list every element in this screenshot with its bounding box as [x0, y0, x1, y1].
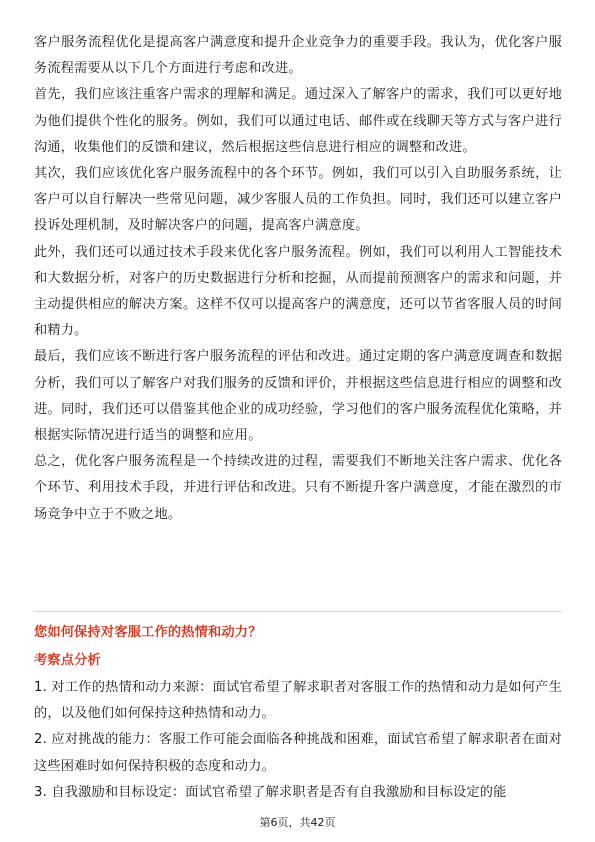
question-heading: 您如何保持对客服工作的热情和动力？ [34, 625, 262, 640]
interview-question-section [34, 622, 562, 806]
list-item: 2. 应对挑战的能力：客服工作可能会面临各种挑战和困难，面试官希望了解求职者在面对这些困难时如何保持积极的态度和动力。 [34, 732, 562, 774]
paragraph-second: 其次，我们应该优化客户服务流程中的各个环节。例如，我们可以引入自助服务系统，让客户可以自行解决一些常见问题，减少客服人员的工作负担。同时，我们还可以建立客户投诉处理机制，及时解决客户的问题，提高客户满意度。 [34, 166, 562, 234]
paragraph-first: 首先，我们应该注重客户需求的理解和满足。通过深入了解客户的需求，我们可以更好地为他们提供个性化的服务。例如，我们可以通过电话、邮件或在线聊天等方式与客户进行沟通，收集他们的反馈和建议，然后根据这些信息进行相应的调整和改进。 [34, 87, 562, 155]
analysis-list [34, 675, 562, 806]
list-item: 1. 对工作的热情和动力来源：面试官希望了解求职者对客服工作的热情和动力是如何产生的，以及他们如何保持这种热情和动力。 [34, 680, 562, 722]
paragraph-additionally: 此外，我们还可以通过技术手段来优化客户服务流程。例如，我们可以利用人工智能技术和大数据分析，对客户的历史数据进行分析和挖掘，从而提前预测客户的需求和问题，并主动提供相应的解决方案。这样不仅可以提高客户的满意度，还可以节省客服人员的时间和精力。 [34, 244, 562, 339]
answer-body [34, 30, 562, 528]
paragraph-conclusion: 总之，优化客户服务流程是一个持续改进的过程，需要我们不断地关注客户需求、优化各个环节、利用技术手段，并进行评估和改进。只有不断提升客户满意度，才能在激烈的市场竞争中立于不败之地。 [34, 454, 562, 522]
list-item: 3. 自我激励和目标设定：面试官希望了解求职者是否有自我激励和目标设定的能 [34, 784, 507, 800]
section-divider [34, 611, 562, 612]
paragraph-intro: 客户服务流程优化是提高客户满意度和提升企业竞争力的重要手段。我认为，优化客户服务流程需要从以下几个方面进行考虑和改进。 [34, 35, 562, 77]
paragraph-finally: 最后，我们应该不断进行客户服务流程的评估和改进。通过定期的客户满意度调查和数据分析，我们可以了解客户对我们服务的反馈和评价，并根据这些信息进行相应的调整和改进。同时，我们还可以借鉴其他企业的成功经验，学习他们的客户服务流程优化策略，并根据实际情况进行适当的调整和应用。 [34, 349, 562, 444]
page-number: 第6页，共42页 [259, 816, 336, 829]
analysis-subheading: 考察点分析 [34, 653, 101, 668]
